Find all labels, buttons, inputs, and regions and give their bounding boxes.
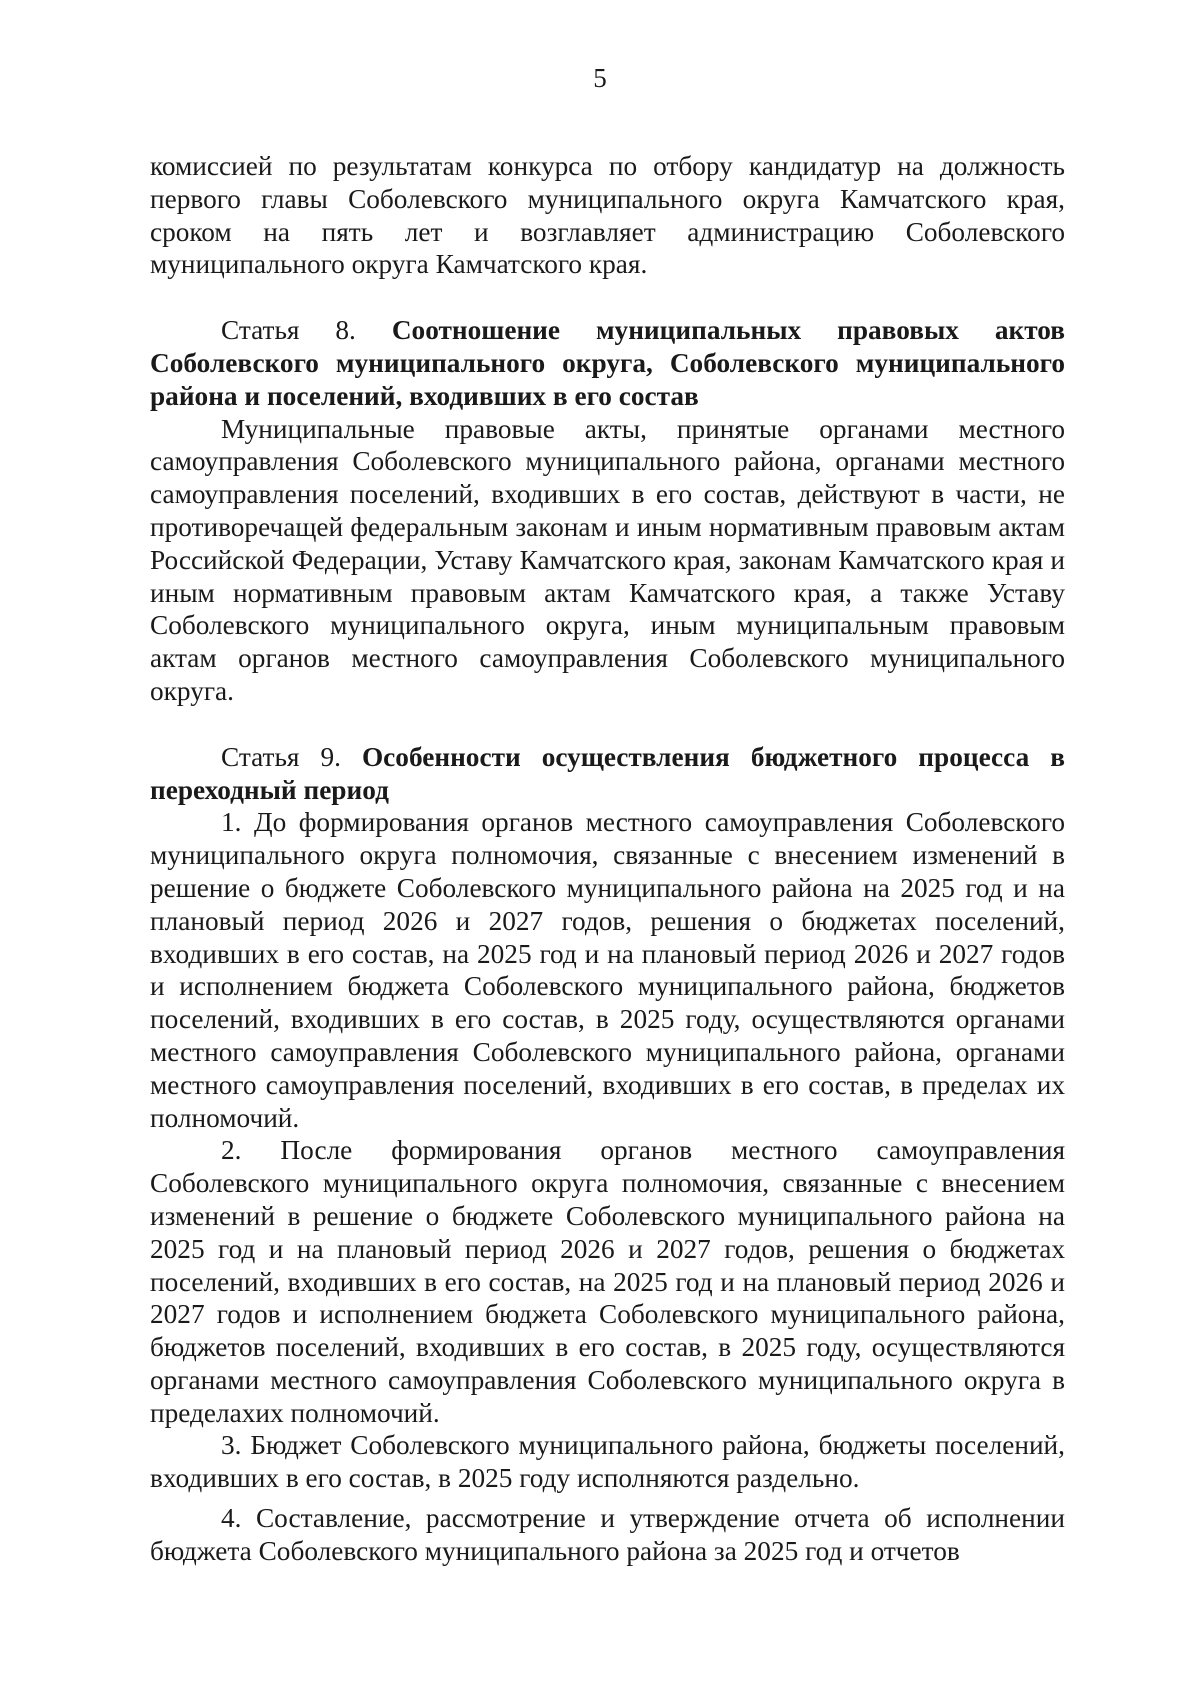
document-body [150, 150, 1065, 1568]
article-8-text: Муниципальные правовые акты, принятые органами местного самоуправления Соболевского муниципального района, органами местного самоуправления поселений, входивших в его состав, действуют в части, не противоречащей федеральным законам и иным нормативным правовым актам Российской Федерации, Уставу Камчатского края, законам Камчатского края и иным нормативным правовым актам Камчатского края, а также Уставу Соболевского муниципального округа, иным муниципальным правовым актам органов местного самоуправления Соболевского муниципального округа. [150, 413, 1065, 706]
page-number: 5 [593, 63, 607, 93]
article-9-item-1: 1. До формирования органов местного самоуправления Соболевского муниципального округа полномочия, связанные с внесением изменений в решение о бюджете Соболевского муниципального района на 2025 год и на плановый период 2026 и 2027 годов, решения о бюджетах поселений, входивших в его состав, на 2025 год и на плановый период 2026 и 2027 годов и исполнением бюджета Соболевского муниципального района, бюджетов поселений, входивших в его состав, в 2025 году, осуществляются органами местного самоуправления Соболевского муниципального района, органами местного самоуправления поселений, входивших в его состав, в пределах их полномочий. [150, 807, 1065, 1133]
article-8-prefix: Статья 8. [221, 315, 392, 346]
intro-paragraph: комиссией по результатам конкурса по отбору кандидатур на должность первого главы Соболевского муниципального округа Камчатского края, сроком на пять лет и возглавляет администрацию Соболевского муниципального округа Камчатского края. [150, 151, 1065, 280]
article-9-heading [150, 741, 1065, 807]
article-9-item-4: 4. Составление, рассмотрение и утверждение отчета об исполнении бюджета Соболевского муниципального района за 2025 год и отчетов [150, 1503, 1065, 1566]
article-9-item-3: 3. Бюджет Соболевского муниципального района, бюджеты поселений, входивших в его состав, в 2025 году исполняются раздельно. [150, 1430, 1065, 1494]
article-9-item-2: 2. После формирования органов местного самоуправления Соболевского муниципального округа полномочия, связанные с внесением изменений в решение о бюджете Соболевского муниципального района на 2025 год и на плановый период 2026 и 2027 годов, решения о бюджетах поселений, входивших в его состав, на 2025 год и на плановый период 2026 и 2027 годов и исполнением бюджета Соболевского муниципального района, бюджетов поселений, входивших в его состав, в 2025 году, осуществляются органами местного самоуправления Соболевского муниципального округа в пределахих полномочий. [150, 1135, 1065, 1428]
article-8-heading [150, 314, 1065, 412]
article-9-prefix: Статья 9. [221, 741, 362, 772]
article-8-title: Соотношение муниципальных правовых актов Соболевского муниципального округа, Соболевского муниципального района и поселений, входивших в его состав [150, 315, 1066, 411]
article-9-title: Особенности осуществления бюджетного процесса в переходный период [150, 741, 1065, 805]
